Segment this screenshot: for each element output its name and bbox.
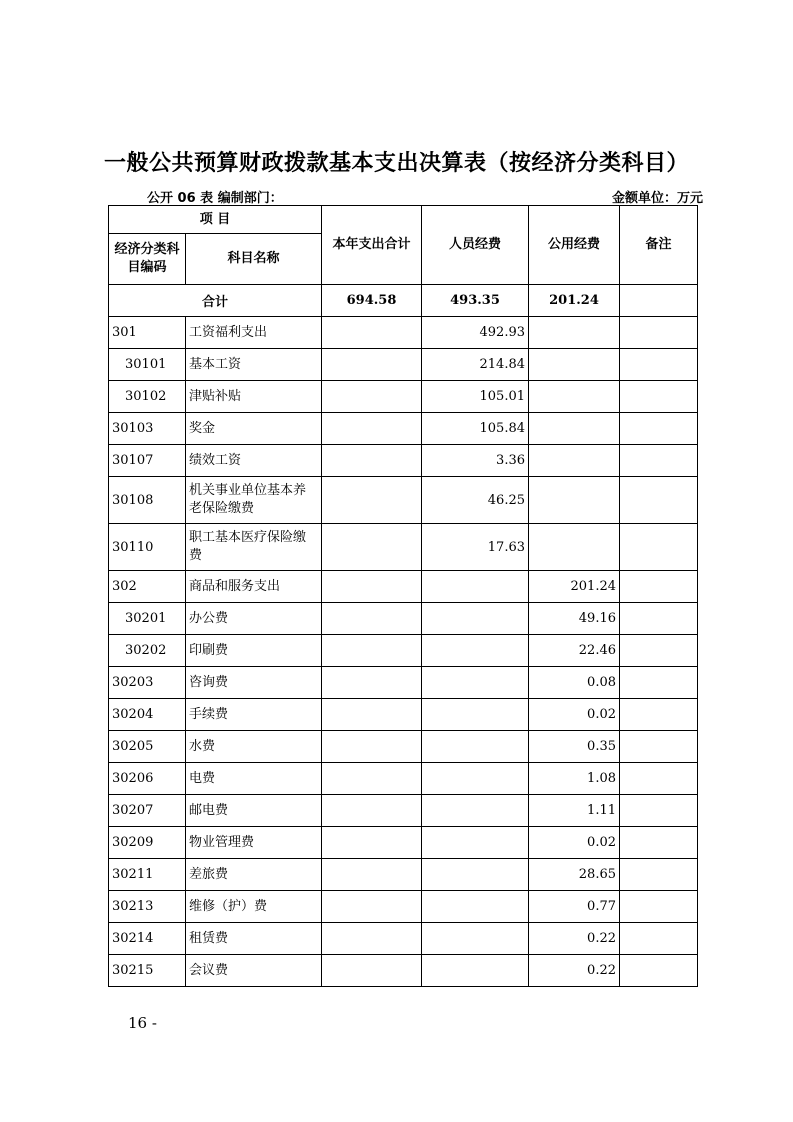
row-name: 津贴补贴 [186, 381, 322, 413]
table-row [109, 891, 698, 923]
header-name: 科目名称 [186, 234, 322, 285]
row-name: 邮电费 [186, 795, 322, 827]
table-row [109, 477, 698, 524]
row-personnel [422, 699, 529, 731]
row-personnel: 105.01 [422, 381, 529, 413]
row-remark [620, 699, 698, 731]
row-name: 水费 [186, 731, 322, 763]
row-remark [620, 859, 698, 891]
row-public: 0.22 [529, 923, 620, 955]
row-public: 49.16 [529, 603, 620, 635]
row-public: 1.08 [529, 763, 620, 795]
row-personnel: 214.84 [422, 349, 529, 381]
row-total [322, 955, 422, 987]
row-public [529, 413, 620, 445]
row-name: 印刷费 [186, 635, 322, 667]
row-total [322, 699, 422, 731]
row-code: 302 [109, 571, 186, 603]
row-remark [620, 667, 698, 699]
row-public [529, 381, 620, 413]
row-code: 30214 [109, 923, 186, 955]
total-public: 201.24 [529, 285, 620, 317]
row-personnel: 492.93 [422, 317, 529, 349]
table-row [109, 795, 698, 827]
total-remark [620, 285, 698, 317]
row-remark [620, 477, 698, 524]
total-row [109, 285, 698, 317]
row-public: 0.35 [529, 731, 620, 763]
row-remark [620, 381, 698, 413]
row-total [322, 763, 422, 795]
row-remark [620, 763, 698, 795]
table-id: 公开 06 表 [147, 191, 214, 206]
row-remark [620, 524, 698, 571]
table-row [109, 731, 698, 763]
row-public [529, 524, 620, 571]
row-code: 30205 [109, 731, 186, 763]
row-personnel [422, 955, 529, 987]
row-public [529, 349, 620, 381]
row-personnel [422, 635, 529, 667]
row-remark [620, 603, 698, 635]
row-total [322, 859, 422, 891]
row-code: 30215 [109, 955, 186, 987]
row-total [322, 381, 422, 413]
row-code: 30213 [109, 891, 186, 923]
row-total [322, 667, 422, 699]
row-personnel [422, 827, 529, 859]
budget-table [108, 205, 698, 987]
table-row [109, 667, 698, 699]
row-remark [620, 955, 698, 987]
row-personnel [422, 571, 529, 603]
row-total [322, 795, 422, 827]
row-code: 30211 [109, 859, 186, 891]
row-name: 物业管理费 [186, 827, 322, 859]
row-public [529, 317, 620, 349]
row-personnel [422, 763, 529, 795]
row-code: 30110 [109, 524, 186, 571]
row-remark [620, 413, 698, 445]
header-personnel: 人员经费 [422, 206, 529, 285]
row-total [322, 571, 422, 603]
row-remark [620, 635, 698, 667]
row-total [322, 317, 422, 349]
table-row [109, 445, 698, 477]
row-total [322, 349, 422, 381]
row-name: 维修（护）费 [186, 891, 322, 923]
row-total [322, 524, 422, 571]
table-meta [147, 187, 283, 206]
table-row [109, 317, 698, 349]
table-row [109, 381, 698, 413]
row-code: 30201 [109, 603, 186, 635]
row-name: 租赁费 [186, 923, 322, 955]
table-row [109, 827, 698, 859]
row-public: 0.22 [529, 955, 620, 987]
table-row [109, 699, 698, 731]
row-total [322, 891, 422, 923]
table-row [109, 955, 698, 987]
row-name: 手续费 [186, 699, 322, 731]
row-public: 22.46 [529, 635, 620, 667]
page-number: 16 - [128, 1014, 157, 1032]
row-code: 301 [109, 317, 186, 349]
dept-label: 编制部门： [217, 191, 283, 206]
row-public [529, 445, 620, 477]
row-code: 30207 [109, 795, 186, 827]
row-remark [620, 731, 698, 763]
table-row [109, 524, 698, 571]
row-personnel [422, 731, 529, 763]
header-code: 经济分类科目编码 [109, 234, 186, 285]
row-remark [620, 795, 698, 827]
header-remark: 备注 [620, 206, 698, 285]
header-public: 公用经费 [529, 206, 620, 285]
row-name: 职工基本医疗保险缴费 [186, 524, 322, 571]
total-personnel: 493.35 [422, 285, 529, 317]
row-name: 工资福利支出 [186, 317, 322, 349]
row-code: 30203 [109, 667, 186, 699]
row-remark [620, 445, 698, 477]
row-code: 30102 [109, 381, 186, 413]
row-name: 办公费 [186, 603, 322, 635]
row-personnel [422, 891, 529, 923]
header-total: 本年支出合计 [322, 206, 422, 285]
row-code: 30101 [109, 349, 186, 381]
row-total [322, 445, 422, 477]
row-code: 30204 [109, 699, 186, 731]
table-row [109, 603, 698, 635]
table-row [109, 413, 698, 445]
row-personnel [422, 923, 529, 955]
row-personnel: 46.25 [422, 477, 529, 524]
row-code: 30107 [109, 445, 186, 477]
total-label: 合计 [109, 285, 322, 317]
row-personnel: 17.63 [422, 524, 529, 571]
row-name: 差旅费 [186, 859, 322, 891]
row-code: 30103 [109, 413, 186, 445]
row-public: 201.24 [529, 571, 620, 603]
row-personnel [422, 795, 529, 827]
row-total [322, 731, 422, 763]
row-total [322, 413, 422, 445]
row-remark [620, 891, 698, 923]
table-row [109, 923, 698, 955]
total-amount: 694.58 [322, 285, 422, 317]
row-remark [620, 827, 698, 859]
row-remark [620, 923, 698, 955]
table-row [109, 763, 698, 795]
row-name: 电费 [186, 763, 322, 795]
row-public [529, 477, 620, 524]
row-code: 30206 [109, 763, 186, 795]
row-remark [620, 571, 698, 603]
row-name: 奖金 [186, 413, 322, 445]
row-total [322, 603, 422, 635]
row-personnel [422, 859, 529, 891]
table-row [109, 571, 698, 603]
row-personnel [422, 603, 529, 635]
row-public: 28.65 [529, 859, 620, 891]
row-public: 0.02 [529, 699, 620, 731]
row-personnel: 3.36 [422, 445, 529, 477]
row-public: 0.08 [529, 667, 620, 699]
row-name: 咨询费 [186, 667, 322, 699]
row-total [322, 635, 422, 667]
row-total [322, 827, 422, 859]
table-row [109, 349, 698, 381]
row-remark [620, 349, 698, 381]
row-personnel: 105.84 [422, 413, 529, 445]
row-code: 30108 [109, 477, 186, 524]
row-public: 1.11 [529, 795, 620, 827]
row-name: 基本工资 [186, 349, 322, 381]
row-remark [620, 317, 698, 349]
row-name: 商品和服务支出 [186, 571, 322, 603]
row-name: 机关事业单位基本养老保险缴费 [186, 477, 322, 524]
row-personnel [422, 667, 529, 699]
unit-label: 金额单位：万元 [611, 191, 703, 206]
row-public: 0.02 [529, 827, 620, 859]
row-total [322, 477, 422, 524]
row-code: 30202 [109, 635, 186, 667]
header-project: 项 目 [109, 206, 322, 234]
row-total [322, 923, 422, 955]
row-public: 0.77 [529, 891, 620, 923]
table-row [109, 859, 698, 891]
row-code: 30209 [109, 827, 186, 859]
row-name: 会议费 [186, 955, 322, 987]
row-name: 绩效工资 [186, 445, 322, 477]
page-title: 一般公共预算财政拨款基本支出决算表（按经济分类科目） [103, 151, 689, 176]
table-row [109, 635, 698, 667]
